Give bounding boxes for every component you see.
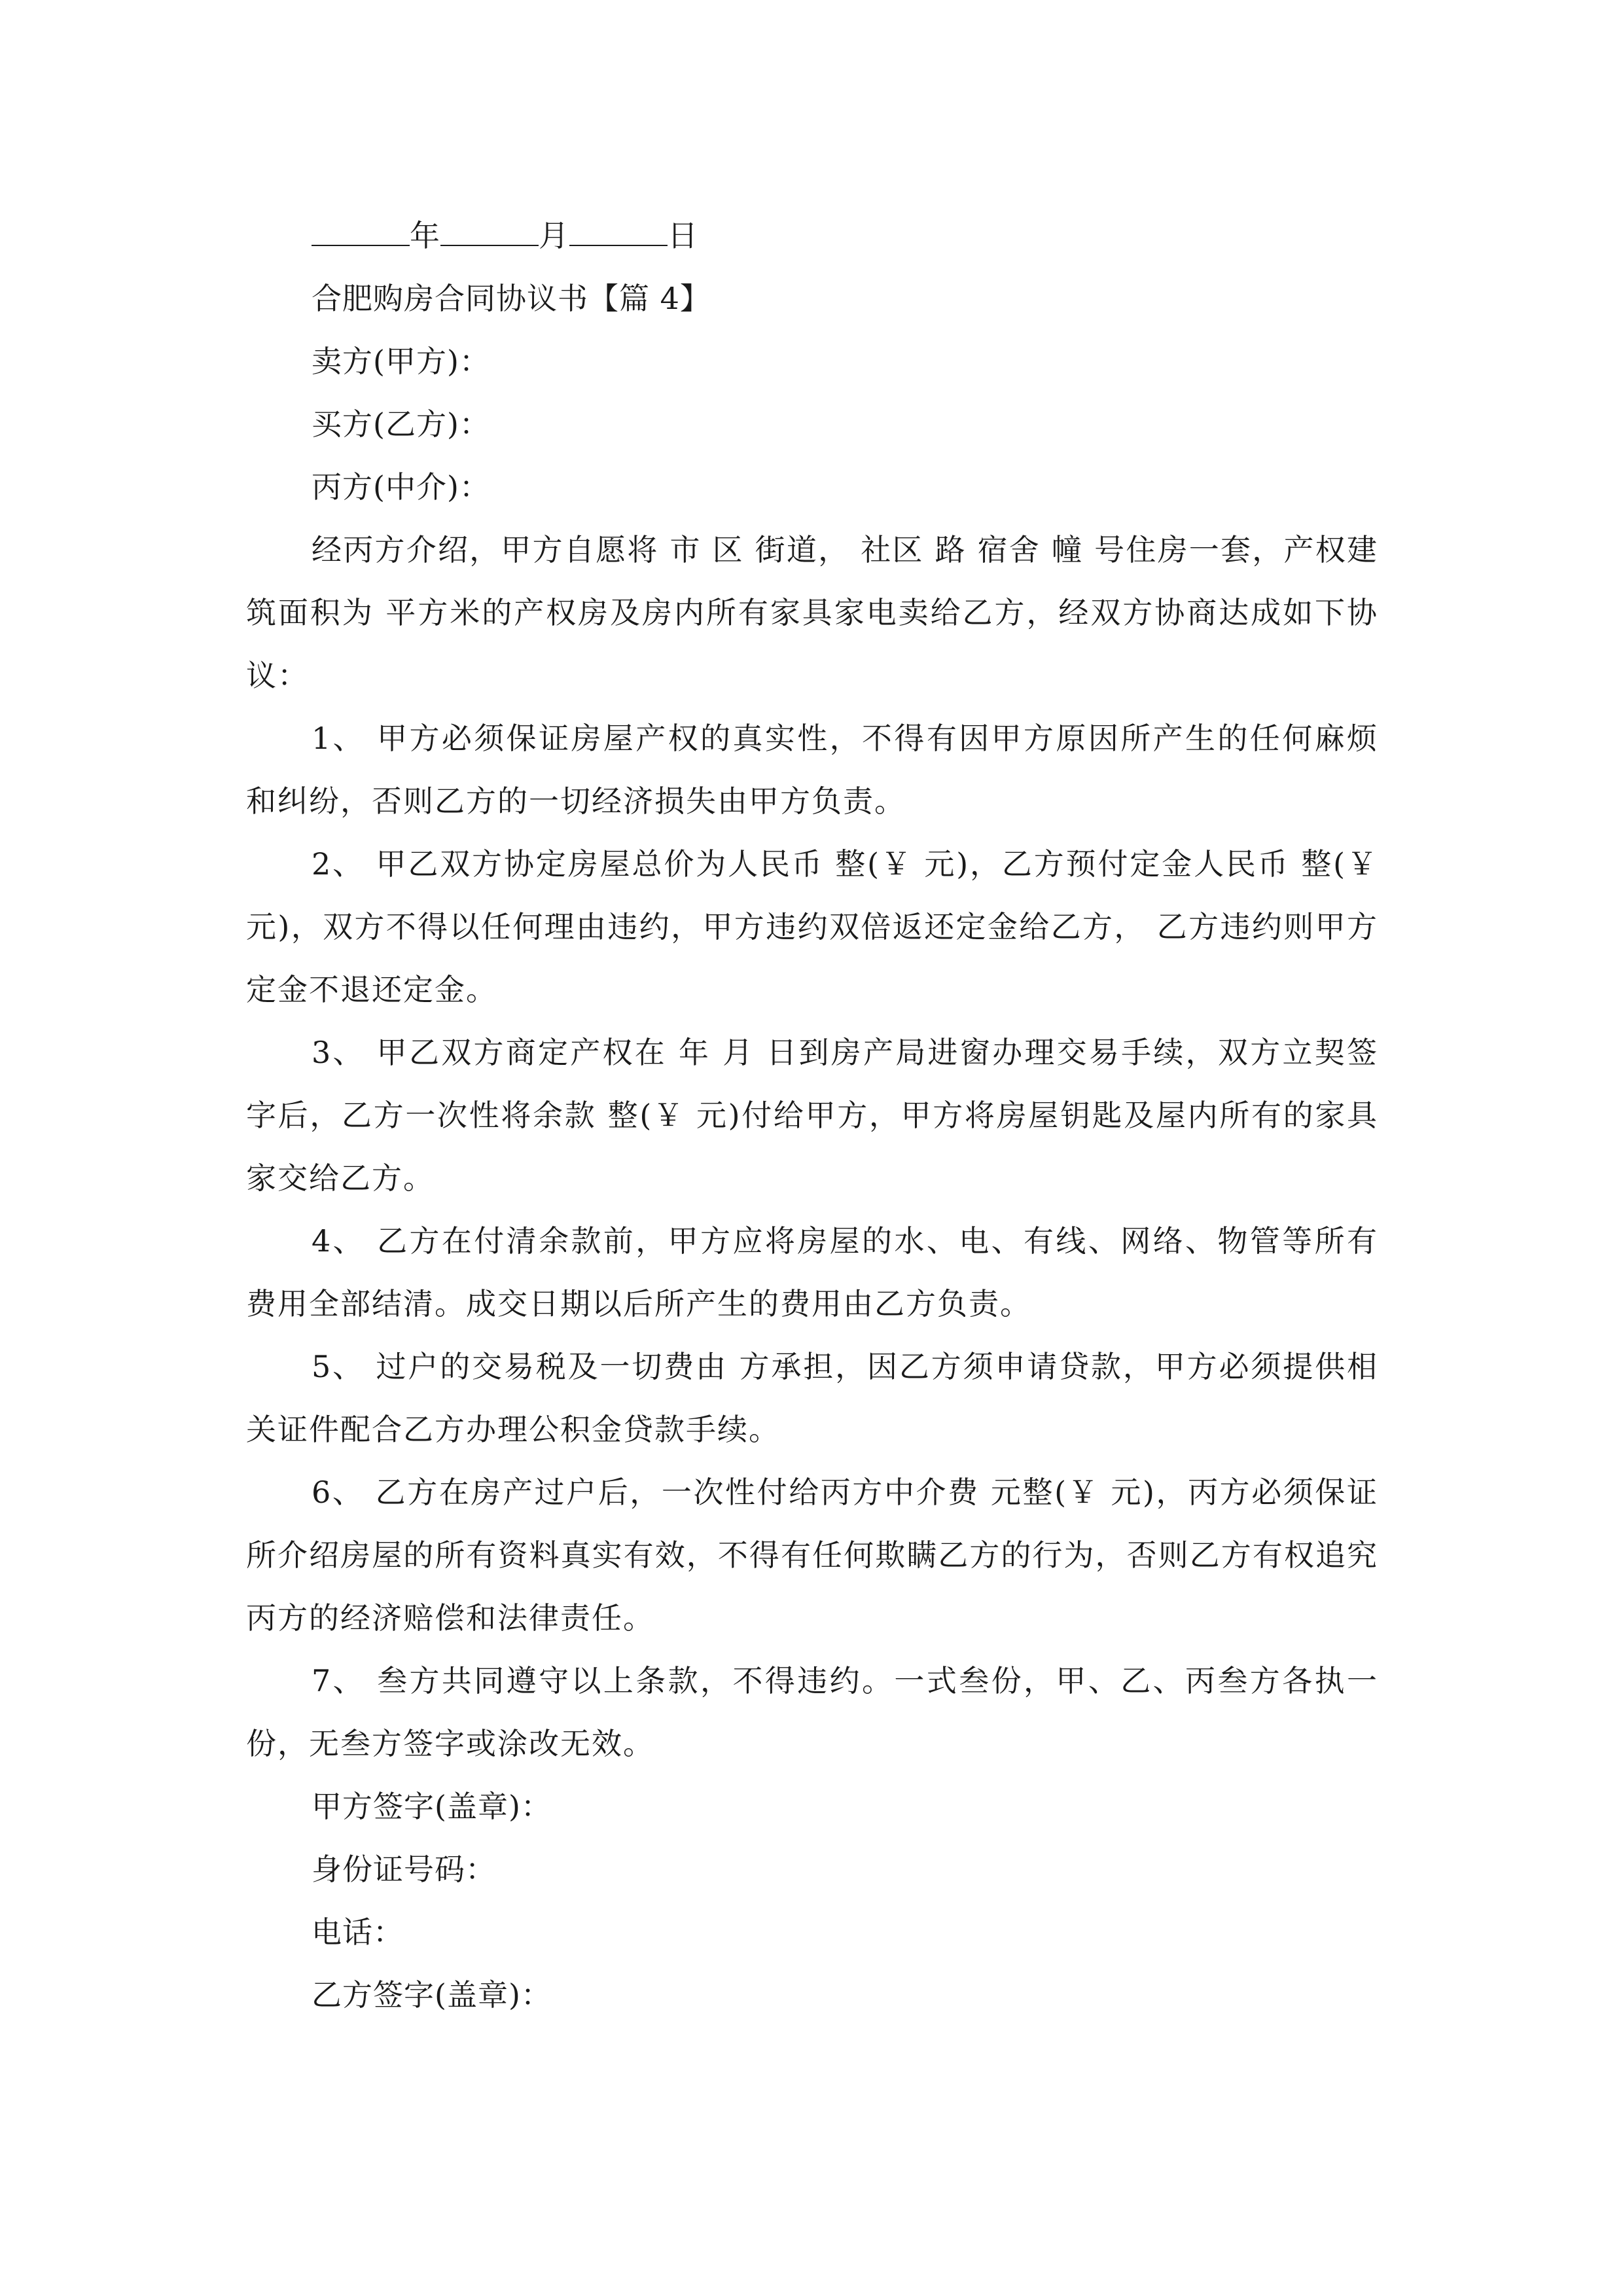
clause-2: 2、 甲乙双方协定房屋总价为人民币 整(￥ 元)，乙方预付定金人民币 整(￥ 元)，双方不得以任何理由违约，甲方违约双倍返还定金给乙方， 乙方违约则甲方定金不退还定金。 [246, 846, 1378, 1007]
day-label: 日 [668, 218, 698, 253]
month-blank [440, 211, 539, 246]
party-a-signature: 甲方签字(盖章)： [312, 1789, 552, 1824]
seller-line: 卖方(甲方)： [312, 344, 490, 379]
clause-3: 3、 甲乙双方商定产权在 年 月 日到房产局进窗办理交易手续，双方立契签字后，乙方一次性将余款 整(￥ 元)付给甲方，甲方将房屋钥匙及屋内所有的家具家交给乙方。 [246, 1035, 1378, 1196]
document-title: 合肥购房合同协议书【篇 4】 [312, 281, 711, 316]
buyer-line: 买方(乙方)： [312, 406, 490, 442]
party-b-signature: 乙方签字(盖章)： [312, 1977, 552, 2013]
agent-line: 丙方(中介)： [312, 469, 490, 505]
phone-line: 电话： [312, 1914, 404, 1950]
intro-paragraph: 经丙方介绍，甲方自愿将 市 区 街道， 社区 路 宿舍 幢 号住房一套，产权建筑面积为 平方米的产权房及房内所有家具家电卖给乙方，经双方协商达成如下协议： [246, 532, 1378, 693]
document-body [246, 204, 1378, 2026]
year-blank [312, 211, 410, 246]
month-label: 月 [539, 218, 569, 253]
date-line [246, 204, 1378, 267]
clause-1: 1、 甲方必须保证房屋产权的真实性，不得有因甲方原因所产生的任何麻烦和纠纷，否则乙方的一切经济损失由甲方负责。 [246, 721, 1378, 819]
id-number-line: 身份证号码： [312, 1852, 496, 1887]
clause-4: 4、 乙方在付清余款前，甲方应将房屋的水、电、有线、网络、物管等所有费用全部结清。成交日期以后所产生的费用由乙方负责。 [246, 1223, 1378, 1321]
clause-6: 6、 乙方在房产过户后，一次性付给丙方中介费 元整(￥ 元)，丙方必须保证所介绍房屋的所有资料真实有效，不得有任何欺瞒乙方的行为，否则乙方有权追究丙方的经济赔偿和法律责任。 [246, 1475, 1378, 1636]
day-blank [569, 211, 668, 246]
clause-7: 7、 叁方共同遵守以上条款，不得违约。一式叁份，甲、乙、丙叁方各执一份，无叁方签字或涂改无效。 [246, 1663, 1378, 1761]
year-label: 年 [410, 218, 440, 253]
clause-5: 5、 过户的交易税及一切费由 方承担，因乙方须申请贷款，甲方必须提供相关证件配合乙方办理公积金贷款手续。 [246, 1349, 1378, 1447]
